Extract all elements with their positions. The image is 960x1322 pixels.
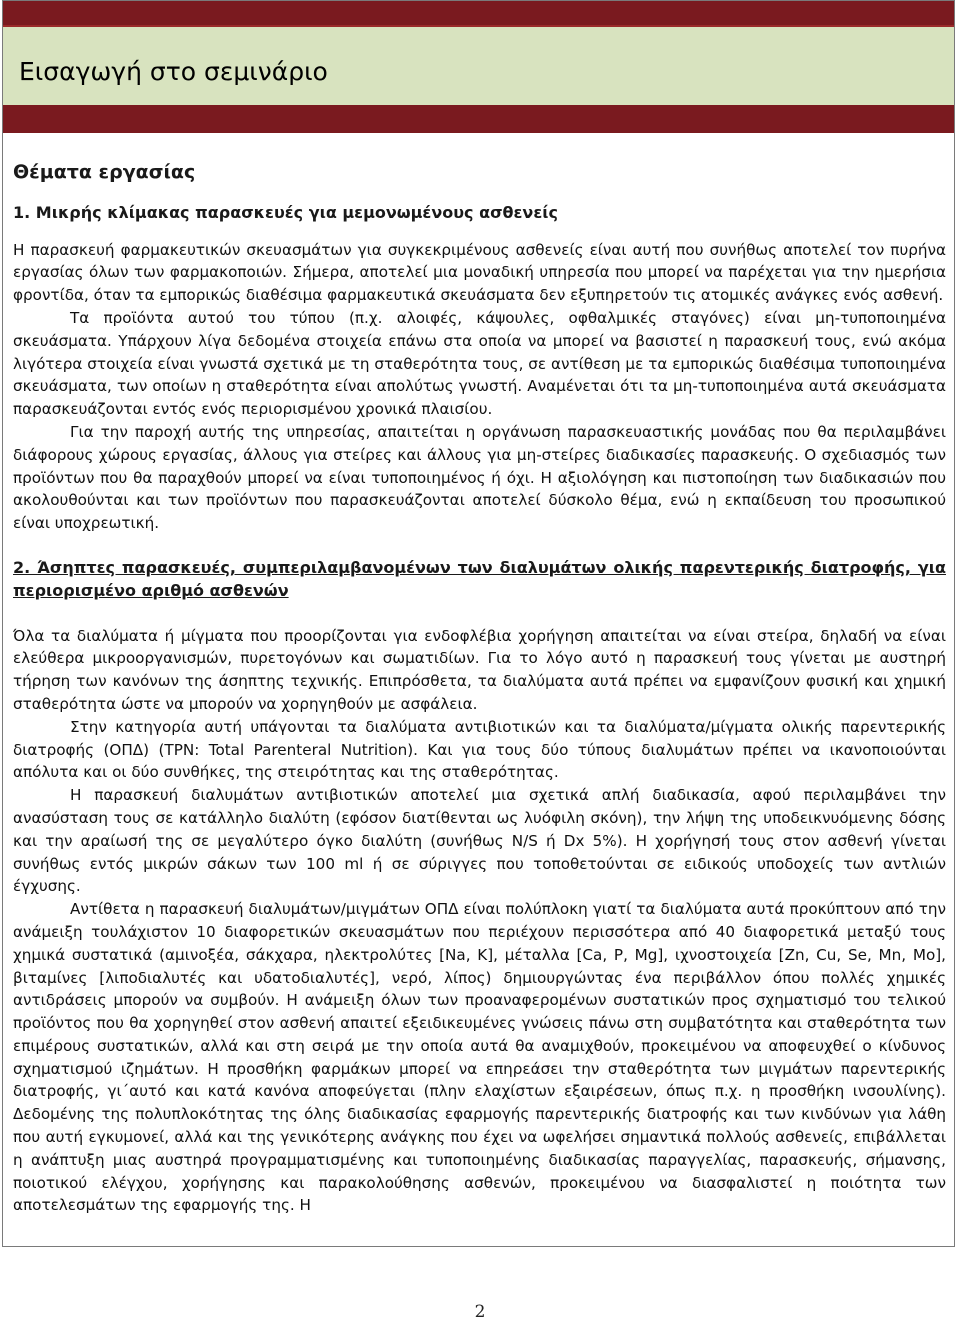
document-body <box>13 151 946 1217</box>
item1-paragraph: Τα προϊόντα αυτού του τύπου (π.χ. αλοιφές, κάψουλες, οφθαλμικές σταγόνες) είναι μη-τυποποιημένα σκευάσματα. Υπάρχουν λίγα δεδομένα στοιχεία επάνω στα οποία να μπορεί να βασιστεί η παρασκευή τους, ενώ ακόμα λιγότερα στοιχεία είναι γνωστά σχετικά με τη σταθερότητα τους, σε αντίθεση με τα εμπορικώς διαθέσιμα τυποποιημένα σκευάσματα, των οποίων η σταθερότητα είναι απολύτως γνωστή. Αναμένεται ότι τα μη-τυποποιημένα αυτά σκευάσματα παρασκευάζονται εντός ενός περιορισμένου χρονικά πλαισίου. <box>13 308 946 419</box>
page-title: Εισαγωγή στο σεμινάριο <box>19 57 328 86</box>
item1-paragraph: Η παρασκευή φαρμακευτικών σκευασμάτων για συγκεκριμένους ασθενείς είναι αυτή που συνήθως αποτελεί τον πυρήνα εργασίας όλων των φαρμακοποιών. Σήμερα, αποτελεί μια μοναδική υπηρεσία που μπορεί να παρέχεται για την ημερήσια φροντίδα, όταν τα εμπορικώς διαθέσιμα φαρμακευτικά σκευάσματα δεν εξυπηρετούν τις ατομικές ανάγκες ενός ασθενή. <box>13 240 946 305</box>
section-title: Θέματα εργασίας <box>13 161 196 183</box>
item2-title: 2. Άσηπτες παρασκευές, συμπεριλαμβανομένων των διαλυμάτων ολικής παρεντερικής διατροφής, για περιορισμένο αριθμό ασθενών <box>13 557 946 600</box>
item2-paragraph: Στην κατηγορία αυτή υπάγονται τα διαλύματα αντιβιοτικών και τα διαλύματα/μίγματα ολικής παρεντερικής διατροφής (ΟΠΔ) (TPN: Total Parenteral Nutrition). Και για τους δύο τύπους διαλυμάτων πρέπει να ικανοποιούνται απόλυτα και οι δύο συνθήκες, της στειρότητας και της σταθερότητας. <box>13 717 946 782</box>
page-frame <box>2 0 955 1247</box>
item2-paragraph: Η παρασκευή διαλυμάτων αντιβιοτικών αποτελεί μια σχετικά απλή διαδικασία, αφού περιλαμβάνει την ανασύσταση τους σε κατάλληλο διαλύτη (εφόσον διατίθενται ως λυόφιλη σκόνη), την λήψη της υποδεικνυόμενης δόσης και την αραίωσή της σε μεγαλύτερο όγκο διαλύτη (συνήθως N/S ή Dx 5%). Η χορήγησή τους στον ασθενή γίνεται συνήθως εντός μικρών σάκων των 100 ml ή σε σύριγγες που τοποθετούνται σε ειδικούς υποδοχείς των αντλιών έγχυσης. <box>13 786 946 896</box>
header-band <box>3 25 954 105</box>
item2-paragraph: Αντίθετα η παρασκευή διαλυμάτων/μιγμάτων ΟΠΔ είναι πολύπλοκη γιατί τα διαλύματα αυτά προκύπτουν από την ανάμειξη τουλάχιστον 10 διαφορετικών σκευασμάτων που περιέχουν περισσότερα από 40 διαφορετικά μεταξύ τους χημικά συστατικά (αμινοξέα, σάκχαρα, ηλεκτρολύτες [Na, K], μέταλλα [Ca, P, Mg], ιχνοστοιχεία [Zn, Cu, Se, Mn, Mo], βιταμίνες [λιποδιαλυτές και υδατοδιαλυτές], νερό, λίπος) δημιουργώντας ένα περιβάλλον όπου πολλές χημικές αντιδράσεις μπορούν να συμβούν. Η ανάμειξη όλων των προαναφερομένων συστατικών προς σχηματισμό του τελικού προϊόντος που θα χορηγηθεί στον ασθενή απαιτεί εξειδικευμένες γνώσεις πάνω στη συμβατότητα και σταθερότητα των επιμέρους συστατικών, αλλά και στη σειρά με την οποία αυτά θα αναμιχθούν, προκειμένου να αποφευχθεί ο κίνδυνος σχηματισμού ιζημάτων. Η προσθήκη φαρμάκων μπορεί να επηρεάσει την σταθερότητα των μιγμάτων παρεντερικής διατροφής, γι΄αυτό και κατά κανόνα αποφεύγεται (πλην ελαχίστων εξαιρέσεων, όπως π.χ. η προσθήκη ινσουλίνης). Δεδομένης της πολυπλοκότητας της όλης διαδικασίας εφαρμογής παρεντερικής διατροφής και των κινδύνων για λάθη που αυτή εγκυμονεί, αλλά και της γενικότερης ανάγκης που έχει να ωφελήσει σημαντικά πολλούς ασθενείς, επιβάλλεται η ανάπτυξη μιας αυστηρά προγραμματισμένης και τυποποιημένης διαδικασίας παραγγελίας, παρασκευής, σήμανσης, ποιοτικού ελέγχου, χορήγησης και παρακολούθησης ασθενών, προκειμένου να διασφαλιστεί η ποιότητα των αποτελεσμάτων της εφαρμογής της. Η <box>13 900 946 1215</box>
header-bottom-bar <box>3 105 954 133</box>
header-top-bar <box>3 1 954 25</box>
item1-title: 1. Μικρής κλίμακας παρασκευές για μεμονωμένους ασθενείς <box>13 202 558 222</box>
page-number: 2 <box>474 1302 486 1322</box>
item1-paragraph: Για την παροχή αυτής της υπηρεσίας, απαιτείται η οργάνωση παρασκευαστικής μονάδας που θα περιλαμβάνει διάφορους χώρους εργασίας, άλλους για στείρες και άλλους για μη-στείρες διαδικασίες παρασκευής. Ο σχεδιασμός των προϊόντων που θα παραχθούν μπορεί να είναι τυποποιημένος ή όχι. Η αξιολόγηση και πιστοποίηση των διαδικασιών που ακολουθούνται και των προϊόντων που παρασκευάζονται αποτελεί δύσκολο θέμα, ενώ η εκπαίδευση του προσωπικού είναι υποχρεωτική. <box>13 422 946 533</box>
item2-paragraph: Όλα τα διαλύματα ή μίγματα που προορίζονται για ενδοφλέβια χορήγηση απαιτείται να είναι στείρα, δηλαδή να είναι ελεύθερα μικροοργανισμών, πυρετογόνων και σωματιδίων. Για το λόγο αυτό η παρασκευή τους γίνεται με αυστηρή τήρηση των κανόνων της άσηπτης τεχνικής. Επιπρόσθετα, τα διαλύματα αυτά πρέπει να εμφανίζουν φυσική και χημική σταθερότητα ώστε να μπορούν να χορηγηθούν με ασφάλεια. <box>13 626 946 713</box>
